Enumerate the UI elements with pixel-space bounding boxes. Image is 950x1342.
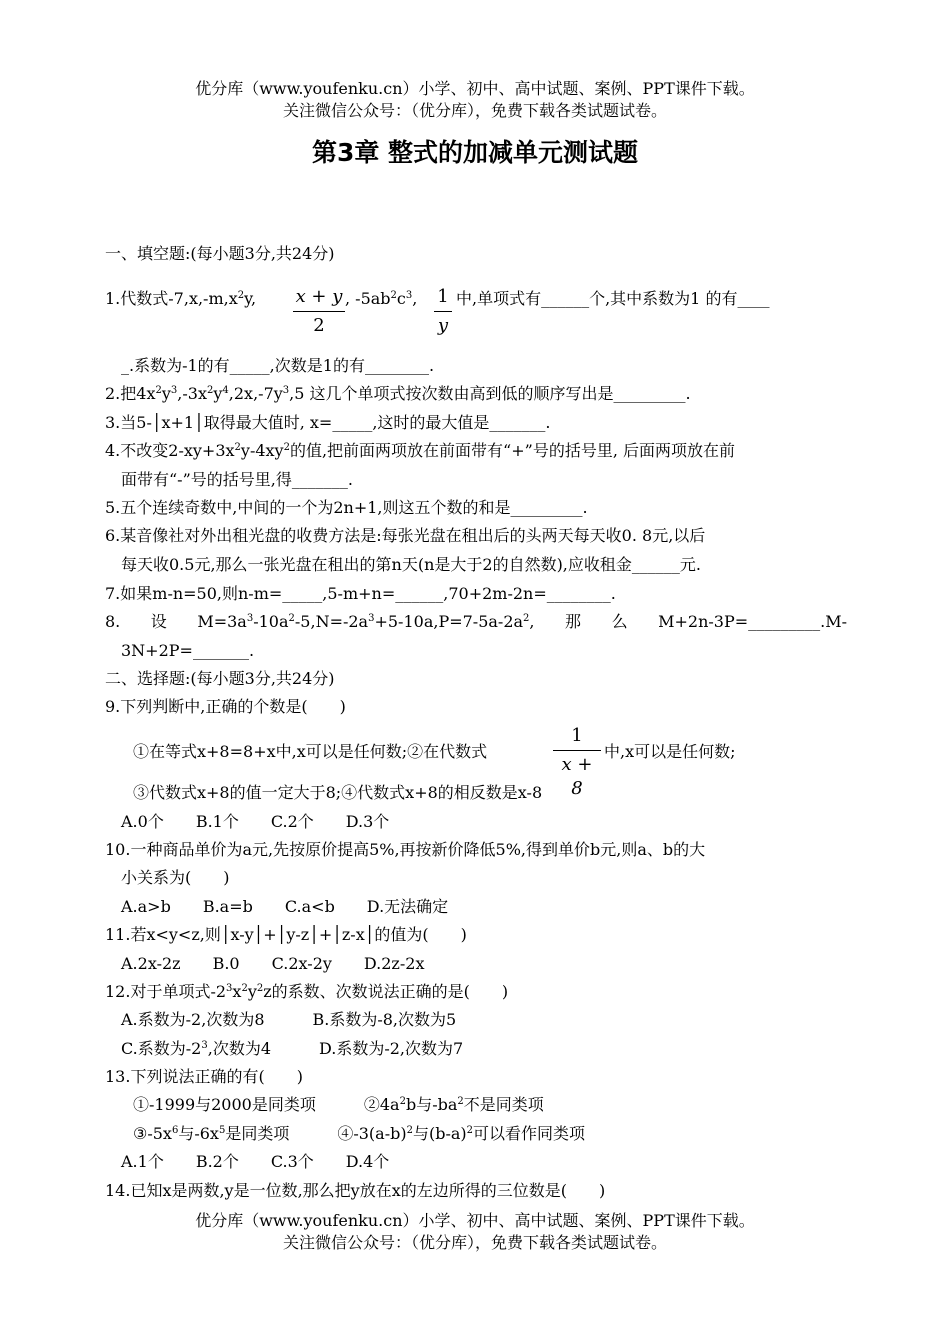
question-13-stem: 13.下列说法正确的有( ) bbox=[105, 1067, 303, 1086]
question-5: 5.五个连续奇数中,中间的一个为2n+1,则这五个数的和是_________. bbox=[105, 498, 588, 517]
question-11-stem: 11.若x<y<z,则│x-y│+│y-z│+│z-x│的值为( ) bbox=[105, 925, 467, 944]
question-8-line-2: 3N+2P=_______. bbox=[121, 641, 255, 660]
footer-line-1: 优分库（www.youfenku.cn）小学、初中、高中试题、案例、PPT课件下载。 bbox=[195, 1211, 755, 1230]
footer-line-2: 关注微信公众号：（优分库），免费下载各类试题试卷。 bbox=[282, 1233, 667, 1252]
question-9-statement-2: ③代数式x+8的值一定大于8;④代数式x+8的相反数是x-8 bbox=[133, 783, 543, 802]
question-1-line-2: _.系数为-1的有_____,次数是1的有________. bbox=[121, 356, 435, 375]
question-10-line-2: 小关系为( ) bbox=[121, 868, 230, 887]
question-13-options: A.1个 B.2个 C.3个 D.4个 bbox=[121, 1152, 390, 1171]
question-13-items-3-4: $③-5x^6$与$-6x^5$是同类项 $④-3(a-b)^2$与$(b-a)^2$可以看作同类项 bbox=[133, 1124, 586, 1143]
question-2: 2.把$4x^2y^3,-3x^2y^4,2x,-7y^3,5$ 这几个单项式按次数由高到低的顺序写出是_________. bbox=[105, 384, 691, 403]
section-fill-in-heading: 一、填空题:(每小题3分,共24分) bbox=[105, 244, 335, 263]
fraction-1-over-y: 1 y bbox=[434, 285, 452, 338]
question-9-stem: 9.下列判断中,正确的个数是( ) bbox=[105, 697, 346, 716]
question-4-line-2: 面带有“-”号的括号里,得_______. bbox=[121, 470, 353, 489]
question-7: 7.如果m-n=50,则n-m=_____,5-m+n=______,70+2m-2n=________. bbox=[105, 584, 616, 603]
question-4-line-1: 4.不改变$2-xy+3x^2y-4xy^2$的值,把前面两项放在前面带有“+”号的括号里, 后面两项放在前 bbox=[105, 441, 735, 460]
question-10-options: A.a>b B.a=b C.a<b D.无法确定 bbox=[121, 897, 449, 916]
fraction-x-plus-y-over-2: x + y 2 bbox=[293, 285, 345, 338]
question-1-line-1: 1.代数式$-7,x,-m,x^2y$, bbox=[105, 289, 257, 308]
fraction-1-over-x-plus-8: 1 x + 8 bbox=[553, 724, 601, 801]
question-9-statement-1b: 中,x可以是任何数; bbox=[604, 742, 736, 761]
question-14-stem: 14.已知x是两数,y是一位数,那么把y放在x的左边所得的三位数是( ) bbox=[105, 1181, 606, 1200]
question-8-line-1: 8. 设 $M=3a^3-10a^2-5,N=-2a^3+5-10a,P=7-5a-2a^2$, 那 么 M+2n-3P=_________.M- bbox=[105, 612, 847, 631]
question-12-options-cd: C.系数为$-2^3$,次数为4 D.系数为-2,次数为7 bbox=[121, 1039, 464, 1058]
question-12-stem: 12.对于单项式$-2^3x^2y^2z$的系数、次数说法正确的是( ) bbox=[105, 982, 509, 1001]
question-1-line-1c: 中,单项式有______个,其中系数为1 的有____ bbox=[456, 289, 770, 308]
page-title: 第3章 整式的加减单元测试题 bbox=[311, 138, 639, 167]
header-line-2: 关注微信公众号：（优分库），免费下载各类试题试卷。 bbox=[282, 101, 667, 120]
question-13-items-1-2: ①-1999与2000是同类项 $②4a^2b$与$-ba^2$不是同类项 bbox=[133, 1095, 544, 1114]
section-choice-heading: 二、选择题:(每小题3分,共24分) bbox=[105, 669, 335, 688]
question-9-statement-1: ①在等式x+8=8+x中,x可以是任何数;②在代数式 bbox=[133, 742, 488, 761]
header-line-1: 优分库（www.youfenku.cn）小学、初中、高中试题、案例、PPT课件下载。 bbox=[195, 79, 755, 98]
question-6-line-2: 每天收0.5元,那么一张光盘在租出的第n天(n是大于2的自然数),应收租金______元. bbox=[121, 555, 701, 574]
question-11-options: A.2x-2z B.0 C.2x-2y D.2z-2x bbox=[121, 954, 425, 973]
question-3: 3.当5-│x+1│取得最大值时, x=_____,这时的最大值是_______. bbox=[105, 413, 551, 432]
question-6-line-1: 6.某音像社对外出租光盘的收费方法是:每张光盘在租出后的头两天每天收0. 8元,以后 bbox=[105, 526, 706, 545]
question-12-options-ab: A.系数为-2,次数为8 B.系数为-8,次数为5 bbox=[121, 1010, 457, 1029]
question-1-line-1b: , $-5ab^2c^3$, bbox=[345, 289, 418, 308]
question-10-line-1: 10.一种商品单价为a元,先按原价提高5%,再按新价降低5%,得到单价b元,则a、b的大 bbox=[105, 840, 706, 859]
question-9-options: A.0个 B.1个 C.2个 D.3个 bbox=[121, 812, 390, 831]
